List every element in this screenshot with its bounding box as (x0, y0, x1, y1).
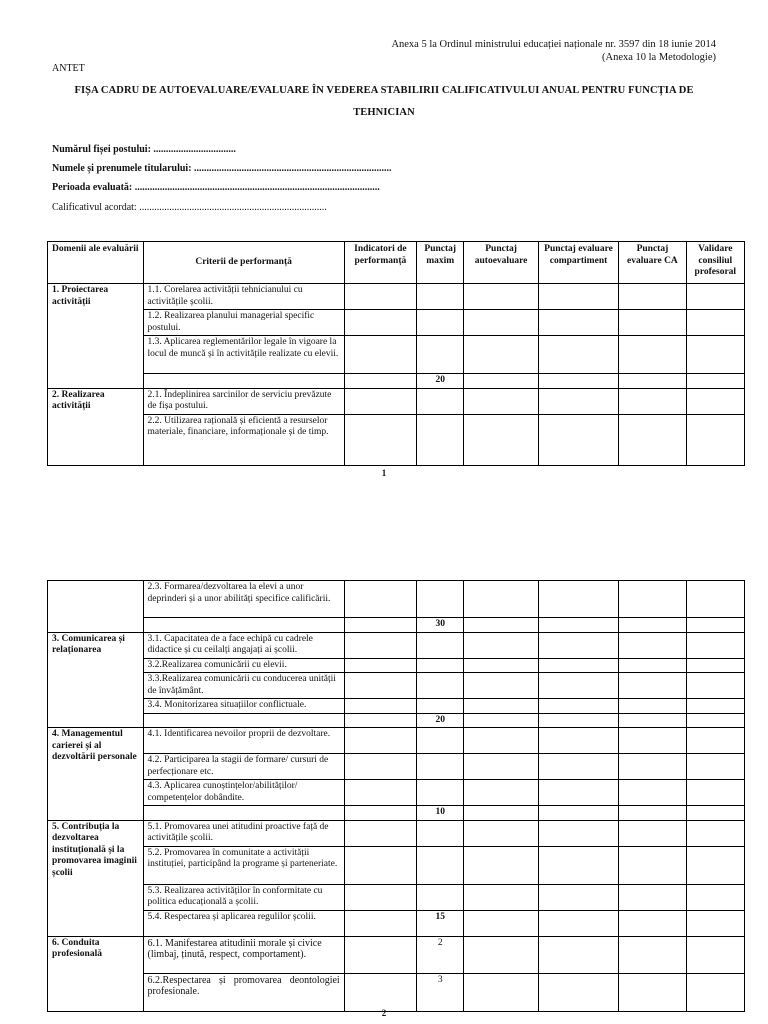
indicator-cell[interactable] (344, 820, 416, 846)
max-score-cell[interactable] (417, 673, 464, 699)
domain-cell: 3. Comunicarea și relaționarea (48, 632, 144, 728)
department-score-cell[interactable] (538, 618, 618, 633)
ca-score-cell[interactable] (619, 936, 686, 973)
max-score-cell[interactable] (417, 846, 464, 884)
ca-score-cell[interactable] (619, 414, 686, 465)
department-score-cell[interactable] (538, 754, 618, 780)
validation-cell[interactable] (686, 973, 744, 1011)
max-score-subtotal: 30 (417, 618, 464, 633)
col-header-domains: Domenii ale evaluării (48, 242, 144, 284)
max-score-cell[interactable] (417, 884, 464, 910)
indicator-cell[interactable] (344, 884, 416, 910)
antet-label: ANTET (52, 63, 85, 74)
department-score-cell[interactable] (538, 414, 618, 465)
department-score-cell[interactable] (538, 310, 618, 336)
subtotal-row (48, 806, 745, 821)
page-number-2: 2 (381, 1008, 387, 1018)
table-row (48, 336, 745, 374)
max-score-cell[interactable] (417, 820, 464, 846)
header-line-1: Anexa 5 la Ordinul ministrului educației naționale nr. 3597 din 18 iunie 2014 (391, 39, 716, 50)
criterion-cell: 6.1. Manifestarea atitudinii morale și civice (limbaj, ținută, respect, comportament). (143, 936, 344, 973)
table-row (48, 884, 745, 910)
self-score-cell[interactable] (464, 658, 538, 673)
table-row (48, 581, 745, 618)
criterion-cell: 1.3. Aplicarea reglementărilor legale în vigoare la locul de muncă și în activitățile realizate cu elevii. (143, 336, 344, 374)
table-row (48, 284, 745, 310)
subtotal-row (48, 618, 745, 633)
self-score-cell[interactable] (464, 910, 538, 936)
evaluation-table-page-1 (47, 241, 745, 466)
max-score-cell[interactable] (417, 658, 464, 673)
ca-score-cell[interactable] (619, 754, 686, 780)
col-header-ca-score: Punctaj evaluare CA (619, 242, 686, 284)
ca-score-cell[interactable] (619, 910, 686, 936)
max-score-cell[interactable] (417, 310, 464, 336)
self-score-cell[interactable] (464, 414, 538, 465)
max-score-subtotal: 15 (417, 910, 464, 936)
department-score-cell[interactable] (538, 910, 618, 936)
indicator-cell (344, 618, 416, 633)
validation-cell[interactable] (686, 780, 744, 806)
criterion-cell: 5.1. Promovarea unei atitudini proactive față de activitățile școlii. (143, 820, 344, 846)
field-rating: Calificativul acordat: ........................................................................... (52, 202, 327, 213)
criterion-cell: 5.2. Promovarea în comunitate a activității instituției, participând la programe și parteneriate. (143, 846, 344, 884)
criterion-cell: 4.1. Identificarea nevoilor proprii de dezvoltare. (143, 728, 344, 754)
criterion-cell: 6.2.Respectarea și promovarea deontologiei profesionale. (143, 973, 344, 1011)
validation-cell[interactable] (686, 581, 744, 618)
max-score-cell[interactable] (417, 754, 464, 780)
validation-cell[interactable] (686, 728, 744, 754)
max-score-cell[interactable] (417, 780, 464, 806)
department-score-cell[interactable] (538, 699, 618, 714)
validation-cell[interactable] (686, 414, 744, 465)
table-row (48, 754, 745, 780)
department-score-cell[interactable] (538, 388, 618, 414)
indicator-cell[interactable] (344, 581, 416, 618)
criterion-cell: 2.1. Îndeplinirea sarcinilor de serviciu prevăzute de fișa postului. (143, 388, 344, 414)
department-score-cell[interactable] (538, 780, 618, 806)
self-score-cell[interactable] (464, 374, 538, 389)
criterion-cell: 2.2. Utilizarea rațională și eficientă a resurselor materiale, financiare, informaționale și de timp. (143, 414, 344, 465)
ca-score-cell[interactable] (619, 728, 686, 754)
validation-cell[interactable] (686, 658, 744, 673)
indicator-cell[interactable] (344, 846, 416, 884)
ca-score-cell[interactable] (619, 973, 686, 1011)
criterion-cell: 5.4. Respectarea și aplicarea regulilor școlii. (143, 910, 344, 936)
department-score-cell[interactable] (538, 884, 618, 910)
self-score-cell[interactable] (464, 336, 538, 374)
header-line-2: (Anexa 10 la Metodologie) (601, 52, 716, 63)
max-score-subtotal: 10 (417, 806, 464, 821)
self-score-cell[interactable] (464, 728, 538, 754)
table-row (48, 414, 745, 465)
table-row (48, 388, 745, 414)
self-score-cell[interactable] (464, 632, 538, 658)
table-row (48, 658, 745, 673)
table-row (48, 780, 745, 806)
col-header-validation: Validare consiliul profesoral (686, 242, 744, 284)
department-score-cell[interactable] (538, 336, 618, 374)
criterion-cell: 3.4. Monitorizarea situațiilor conflictuale. (143, 699, 344, 714)
self-score-cell[interactable] (464, 388, 538, 414)
ca-score-cell[interactable] (619, 699, 686, 714)
indicator-cell[interactable] (344, 699, 416, 714)
domain-cell: 5. Contribuția la dezvoltarea instituțională și la promovarea imaginii școlii (48, 820, 144, 936)
title-line-2: TEHNICIAN (353, 107, 415, 118)
ca-score-cell[interactable] (619, 632, 686, 658)
subtotal-row (48, 713, 745, 728)
indicator-cell[interactable] (344, 336, 416, 374)
col-header-department-score: Punctaj evaluare compartiment (538, 242, 618, 284)
self-score-cell[interactable] (464, 618, 538, 633)
validation-cell[interactable] (686, 374, 744, 389)
max-score-cell: 2 (417, 936, 464, 973)
max-score-cell[interactable] (417, 284, 464, 310)
validation-cell[interactable] (686, 806, 744, 821)
criterion-cell (143, 618, 344, 633)
validation-cell[interactable] (686, 910, 744, 936)
validation-cell[interactable] (686, 336, 744, 374)
criterion-cell: 5.3. Realizarea activităților în conformitate cu politica educațională a școlii. (143, 884, 344, 910)
department-score-cell[interactable] (538, 374, 618, 389)
domain-cell: 2. Realizarea activității (48, 388, 144, 465)
indicator-cell[interactable] (344, 310, 416, 336)
validation-cell[interactable] (686, 754, 744, 780)
ca-score-cell[interactable] (619, 284, 686, 310)
department-score-cell[interactable] (538, 713, 618, 728)
indicator-cell[interactable] (344, 673, 416, 699)
department-score-cell[interactable] (538, 973, 618, 1011)
validation-cell[interactable] (686, 618, 744, 633)
max-score-cell[interactable] (417, 699, 464, 714)
self-score-cell[interactable] (464, 754, 538, 780)
ca-score-cell[interactable] (619, 374, 686, 389)
header-annex (391, 38, 716, 64)
table-row (48, 910, 745, 936)
validation-cell[interactable] (686, 310, 744, 336)
indicator-cell (344, 374, 416, 389)
max-score-cell[interactable] (417, 728, 464, 754)
table-row (48, 673, 745, 699)
max-score-cell[interactable] (417, 581, 464, 618)
document-title (30, 80, 738, 124)
field-evaluated-period: Perioada evaluată: .................................................................................................. (52, 182, 380, 193)
self-score-cell[interactable] (464, 310, 538, 336)
department-score-cell[interactable] (538, 806, 618, 821)
indicator-cell[interactable] (344, 414, 416, 465)
title-line-1: FIȘA CADRU DE AUTOEVALUARE/EVALUARE ÎN VEDEREA STABILIRII CALIFICATIVULUI ANUAL PENTRU FUNCȚIA DE (74, 85, 694, 96)
self-score-cell[interactable] (464, 806, 538, 821)
field-job-sheet-number: Numărul fișei postului: ................................. (52, 144, 236, 155)
department-score-cell[interactable] (538, 820, 618, 846)
max-score-cell[interactable] (417, 632, 464, 658)
validation-cell[interactable] (686, 936, 744, 973)
criterion-cell: 3.3.Realizarea comunicării cu conducerea unității de învățământ. (143, 673, 344, 699)
self-score-cell[interactable] (464, 673, 538, 699)
indicator-cell[interactable] (344, 754, 416, 780)
domain-cell (48, 581, 144, 633)
validation-cell[interactable] (686, 713, 744, 728)
table-row (48, 973, 745, 1011)
indicator-cell[interactable] (344, 388, 416, 414)
ca-score-cell[interactable] (619, 673, 686, 699)
department-score-cell[interactable] (538, 936, 618, 973)
table-row (48, 936, 745, 973)
department-score-cell[interactable] (538, 846, 618, 884)
domain-cell: 1. Proiectarea activității (48, 284, 144, 389)
indicator-cell[interactable] (344, 973, 416, 1011)
indicator-cell[interactable] (344, 728, 416, 754)
evaluation-table-page-2 (47, 580, 745, 1012)
criterion-cell (143, 806, 344, 821)
indicator-cell[interactable] (344, 658, 416, 673)
criterion-cell: 4.3. Aplicarea cunoștințelor/abilităților/ competențelor dobândite. (143, 780, 344, 806)
department-score-cell[interactable] (538, 581, 618, 618)
table-row (48, 310, 745, 336)
max-score-cell[interactable] (417, 388, 464, 414)
criterion-cell: 4.2. Participarea la stagii de formare/ cursuri de perfecționare etc. (143, 754, 344, 780)
indicator-cell (344, 713, 416, 728)
self-score-cell[interactable] (464, 884, 538, 910)
self-score-cell[interactable] (464, 780, 538, 806)
criterion-cell (143, 713, 344, 728)
validation-cell[interactable] (686, 632, 744, 658)
criterion-cell: 1.1. Corelarea activității tehnicianului cu activitățile școlii. (143, 284, 344, 310)
self-score-cell[interactable] (464, 284, 538, 310)
max-score-subtotal: 20 (417, 713, 464, 728)
self-score-cell[interactable] (464, 846, 538, 884)
field-holder-name: Numele și prenumele titularului: ............................................................................... (52, 163, 392, 174)
ca-score-cell[interactable] (619, 713, 686, 728)
indicator-cell[interactable] (344, 780, 416, 806)
criterion-cell: 1.2. Realizarea planului managerial specific postului. (143, 310, 344, 336)
self-score-cell[interactable] (464, 936, 538, 973)
validation-cell[interactable] (686, 846, 744, 884)
indicator-cell[interactable] (344, 632, 416, 658)
self-score-cell[interactable] (464, 973, 538, 1011)
validation-cell[interactable] (686, 884, 744, 910)
validation-cell[interactable] (686, 820, 744, 846)
department-score-cell[interactable] (538, 632, 618, 658)
department-score-cell[interactable] (538, 284, 618, 310)
validation-cell[interactable] (686, 388, 744, 414)
ca-score-cell[interactable] (619, 806, 686, 821)
department-score-cell[interactable] (538, 728, 618, 754)
validation-cell[interactable] (686, 284, 744, 310)
ca-score-cell[interactable] (619, 658, 686, 673)
ca-score-cell[interactable] (619, 780, 686, 806)
indicator-cell[interactable] (344, 910, 416, 936)
criterion-cell: 3.1. Capacitatea de a face echipă cu cadrele didactice și cu ceilalți angajați ai școlii. (143, 632, 344, 658)
page-number-1: 1 (381, 468, 387, 478)
subtotal-row (48, 374, 745, 389)
table-row (48, 699, 745, 714)
ca-score-cell[interactable] (619, 618, 686, 633)
criterion-cell: 3.2.Realizarea comunicării cu elevii. (143, 658, 344, 673)
table-row (48, 728, 745, 754)
criterion-cell (143, 374, 344, 389)
ca-score-cell[interactable] (619, 884, 686, 910)
col-header-self-score: Punctaj autoevaluare (464, 242, 538, 284)
table-row (48, 632, 745, 658)
indicator-cell (344, 806, 416, 821)
self-score-cell[interactable] (464, 820, 538, 846)
validation-cell[interactable] (686, 673, 744, 699)
table-row (48, 846, 745, 884)
max-score-cell[interactable] (417, 414, 464, 465)
ca-score-cell[interactable] (619, 388, 686, 414)
domain-cell: 6. Conduita profesională (48, 936, 144, 1011)
ca-score-cell[interactable] (619, 820, 686, 846)
table-header-row (48, 242, 745, 284)
indicator-cell[interactable] (344, 936, 416, 973)
table-row (48, 820, 745, 846)
ca-score-cell[interactable] (619, 310, 686, 336)
self-score-cell[interactable] (464, 581, 538, 618)
domain-cell: 4. Managementul carierei și al dezvoltării personale (48, 728, 144, 821)
max-score-cell[interactable] (417, 336, 464, 374)
criterion-cell: 2.3. Formarea/dezvoltarea la elevi a unor deprinderi și a unor abilități specifice calificării. (143, 581, 344, 618)
self-score-cell[interactable] (464, 699, 538, 714)
department-score-cell[interactable] (538, 673, 618, 699)
max-score-cell: 3 (417, 973, 464, 1011)
ca-score-cell[interactable] (619, 581, 686, 618)
ca-score-cell[interactable] (619, 846, 686, 884)
department-score-cell[interactable] (538, 658, 618, 673)
col-header-max-score: Punctaj maxim (417, 242, 464, 284)
ca-score-cell[interactable] (619, 336, 686, 374)
col-header-indicators: Indicatori de performanță (344, 242, 416, 284)
self-score-cell[interactable] (464, 713, 538, 728)
col-header-criteria: Criterii de performanță (143, 242, 344, 284)
indicator-cell[interactable] (344, 284, 416, 310)
validation-cell[interactable] (686, 699, 744, 714)
max-score-subtotal: 20 (417, 374, 464, 389)
